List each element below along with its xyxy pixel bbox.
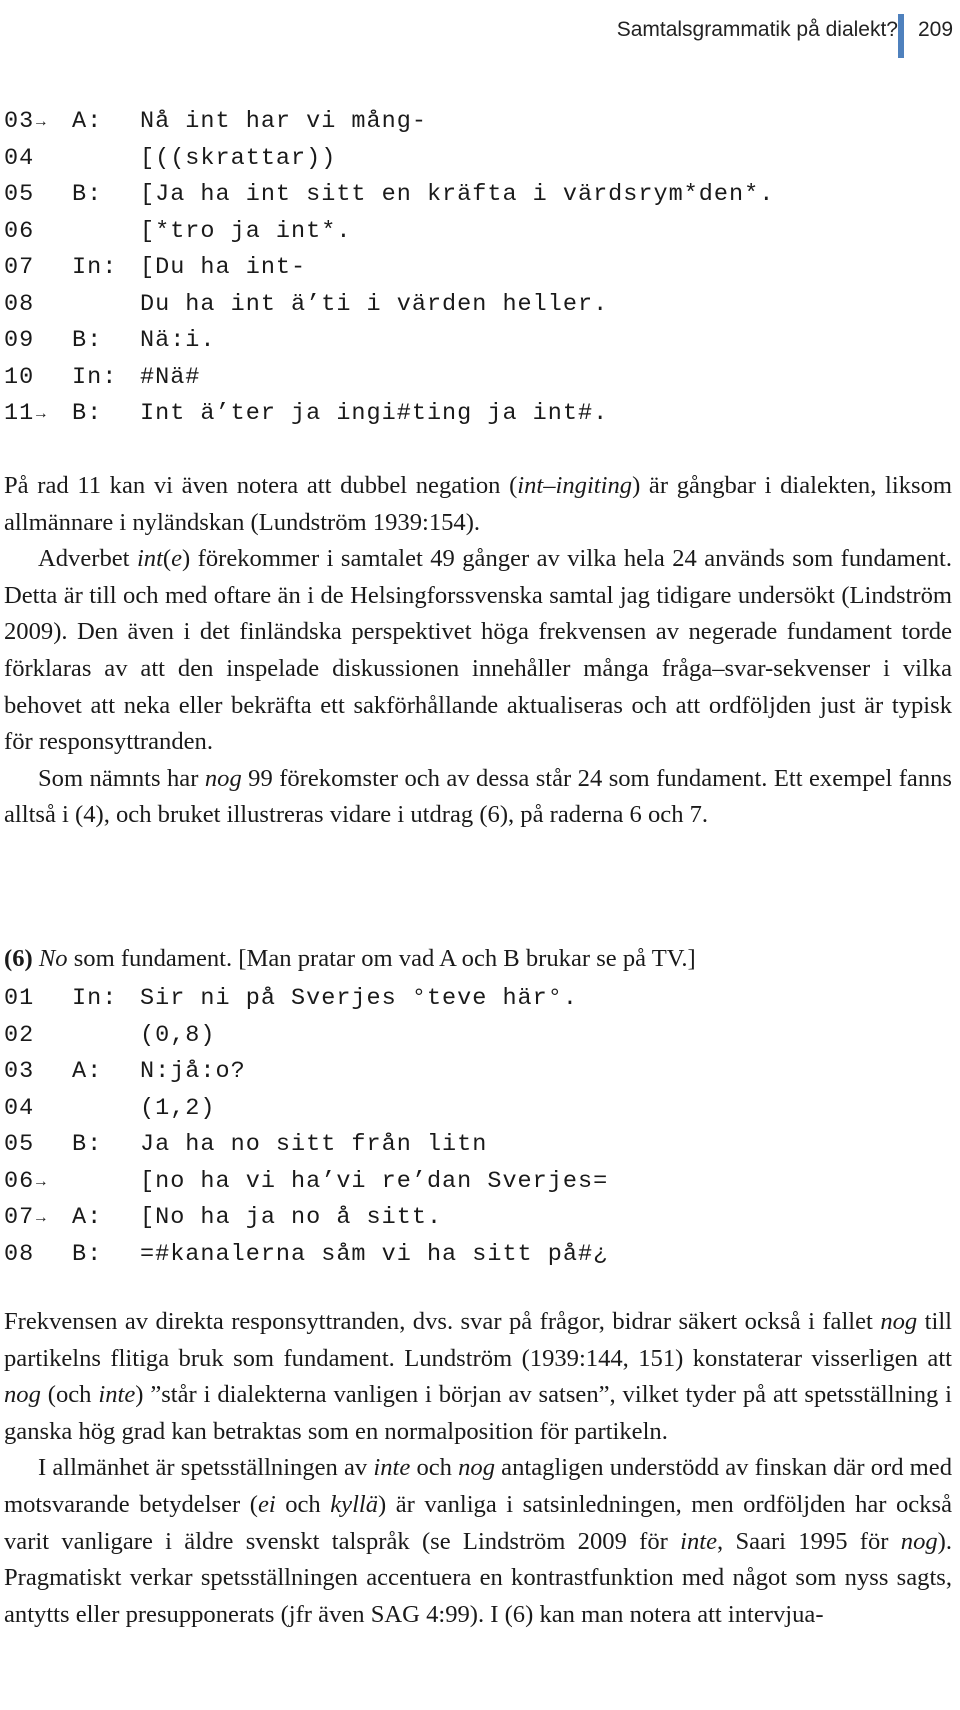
utterance-text: [No ha ja no å sitt. <box>140 1204 443 1231</box>
line-number: 03 <box>4 108 35 135</box>
utterance-text: =#kanalerna såm vi ha sitt på#¿ <box>140 1240 609 1268</box>
emphasized-term: inte <box>373 1454 411 1482</box>
paragraph <box>4 468 952 541</box>
paragraph <box>4 1304 952 1450</box>
text-run: ) ”står i dialekterna vanligen i början av satsen”, vilket tyder på att spetsställning i ganska hög grad kan betraktas som en normalposition för partikeln. <box>4 1381 953 1445</box>
utterance-text: Ja ha no sitt från litn <box>140 1131 488 1158</box>
example-caption: som fundament. [Man pratar om vad A och B brukar se på TV.] <box>67 945 696 972</box>
example-heading <box>4 945 696 973</box>
text-run: ). Pragmatiskt verkar spetsställningen accentuera en kontrastfunktion med något som nyss sagts, antytts eller presupponerats (jfr även SAG 4:99). I (6) kan man notera att intervjua- <box>4 1527 952 1628</box>
line-number: 07 <box>4 254 35 281</box>
speaker-label: In: <box>72 254 118 281</box>
text-run: Som nämnts har <box>38 764 205 792</box>
line-number: 10 <box>4 363 35 391</box>
paragraph <box>4 541 952 761</box>
emphasized-term: kyllä <box>330 1490 379 1518</box>
utterance-text: [Du ha int- <box>140 254 307 281</box>
utterance-text: [*tro ja int*. <box>140 217 352 245</box>
line-number: 08 <box>4 290 35 318</box>
line-number: 01 <box>4 985 35 1012</box>
running-head <box>0 14 960 58</box>
speaker-label: In: <box>72 985 118 1012</box>
speaker-label: A: <box>72 1204 103 1231</box>
line-number: 07 <box>4 1204 35 1231</box>
line-number: 09 <box>4 327 35 354</box>
line-number: 05 <box>4 1131 35 1158</box>
line-number: 05 <box>4 181 35 208</box>
line-arrow: → <box>36 1172 47 1191</box>
body-text-2 <box>4 1304 952 1633</box>
line-number: 06 <box>4 217 35 245</box>
text-run: Frekvensen av direkta responsyttranden, dvs. svar på frågor, bidrar säkert också i fallet <box>4 1308 881 1335</box>
text-run: Adverbet <box>38 545 137 573</box>
utterance-text: Nå int har vi mång- <box>140 108 427 135</box>
utterance-text: Nä:i. <box>140 327 216 354</box>
line-arrow: → <box>36 405 47 423</box>
emphasized-term: int–ingiting <box>517 472 633 499</box>
paragraph <box>4 1450 952 1633</box>
utterance-text: (1,2) <box>140 1094 216 1122</box>
utterance-text: [Ja ha int sitt en kräfta i värdsrym*den*. <box>140 181 775 208</box>
emphasized-term: nog <box>900 1527 938 1555</box>
emphasized-term: int <box>136 545 163 573</box>
line-number: 03 <box>4 1058 35 1085</box>
speaker-label: B: <box>72 327 103 354</box>
utterance-text: Int ä’ter ja ingi#ting ja int#. <box>140 400 609 427</box>
body-text-1 <box>4 468 952 834</box>
line-number: 08 <box>4 1240 35 1268</box>
text-run: ( <box>162 545 172 573</box>
emphasized-term: nog <box>458 1454 496 1482</box>
paragraph <box>4 761 952 834</box>
speaker-label: B: <box>72 181 103 208</box>
utterance-text: #Nä# <box>140 363 201 391</box>
speaker-label: B: <box>72 1240 103 1268</box>
emphasized-term: nog <box>4 1381 41 1409</box>
line-number: 04 <box>4 144 35 172</box>
text-run: ) är gångbar i dialekten, liksom allmännare i nyländskan (Lundström 1939:154). <box>4 472 952 536</box>
line-number: 06 <box>4 1167 35 1195</box>
emphasized-term: inte <box>98 1381 136 1409</box>
text-run: antagligen understödd av finskan där ord med motsvarande betydelser ( <box>4 1454 952 1518</box>
example-number: (6) <box>4 945 33 972</box>
speaker-label: A: <box>72 1058 103 1085</box>
text-run: , Saari 1995 för <box>717 1527 901 1555</box>
emphasized-term: ei <box>257 1490 276 1518</box>
example-term: No <box>38 945 68 972</box>
page-number: 209 <box>918 18 954 41</box>
line-number: 11 <box>4 400 35 427</box>
text-run: till partikelns flitiga bruk som fundament. Lundström (1939:144, 151) konstaterar visserligen att <box>4 1308 952 1372</box>
text-run: ) är vanliga i satsinledningen, men ordföljden har också varit vanligare i äldre svenskt talspråk (se Lindström 2009 för <box>4 1490 953 1555</box>
utterance-text: N:jå:o? <box>140 1058 246 1085</box>
line-arrow: → <box>36 113 47 131</box>
text-run: och <box>275 1490 331 1518</box>
running-head-title: Samtalsgrammatik på dialekt? <box>616 18 898 41</box>
utterance-text: [((skrattar)) <box>140 144 337 172</box>
text-run: (och <box>40 1381 99 1409</box>
utterance-text: Sir ni på Sverjes °teve här°. <box>140 985 578 1012</box>
emphasized-term: e <box>171 545 183 573</box>
emphasized-term: nog <box>880 1308 918 1335</box>
speaker-label: B: <box>72 1131 103 1158</box>
speaker-label: A: <box>72 108 103 135</box>
emphasized-term: inte <box>680 1527 718 1555</box>
line-arrow: → <box>36 1209 47 1227</box>
speaker-label: B: <box>72 400 103 427</box>
line-number: 02 <box>4 1021 35 1049</box>
utterance-text: [no ha vi ha’vi re’dan Sverjes= <box>140 1167 609 1195</box>
utterance-text: Du ha int ä’ti i värden heller. <box>140 290 609 318</box>
text-run: I allmänhet är spetsställningen av <box>38 1454 374 1482</box>
text-run: På rad 11 kan vi även notera att dubbel negation ( <box>4 472 518 499</box>
running-head-divider <box>898 14 904 58</box>
text-run: ) förekommer i samtalet 49 gånger av vilka hela 24 används som fundament. Detta är till och med oftare än i de Helsingforssvenska samtal jag tidigare undersökt (Lindström 2009). Den även i det finländska perspektivet höga frekvensen av negerade fundament torde förklaras av att den inspelade diskussionen innehåller många fråga–svar-sekvenser i vilka behovet att neka eller bekräfta ett sakförhållande aktualiseras och att ordföljden just är typisk för responsyttranden. <box>4 545 952 756</box>
text-run: och <box>410 1454 459 1482</box>
line-number: 04 <box>4 1094 35 1122</box>
utterance-text: (0,8) <box>140 1021 216 1049</box>
text-run: 99 förekomster och av dessa står 24 som fundament. Ett exempel fanns alltså i (4), och bruket illustreras vidare i utdrag (6), på raderna 6 och 7. <box>4 764 952 829</box>
speaker-label: In: <box>72 363 118 391</box>
emphasized-term: nog <box>204 764 242 792</box>
